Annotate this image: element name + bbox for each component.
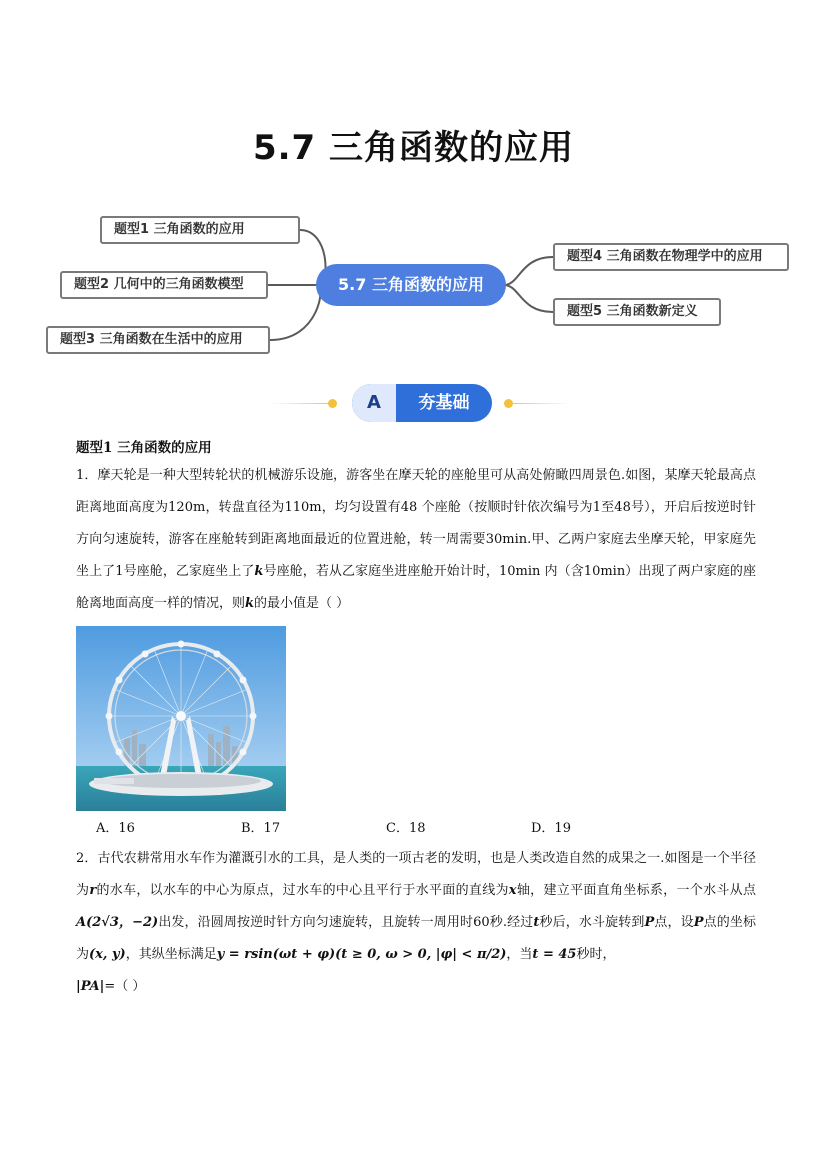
mind-map	[0, 200, 827, 370]
mindmap-node-type4: 题型4 三角函数在物理学中的应用	[553, 243, 789, 271]
option-d[interactable]: D．19	[531, 821, 571, 836]
mindmap-node-type2: 题型2 几何中的三角函数模型	[60, 271, 268, 299]
option-b[interactable]: B．17	[241, 821, 281, 836]
question-2: 2．古代农耕常用水车作为灌溉引水的工具，是人类的一项古老的发明，也是人类改造自然的成果之一.如图是一个半径为r的水车，以水车的中心为原点，过水车的中心且平行于水平面的直线为x轴，建立平面直角坐标系，一个水斗从点A(2√3，−2)出发，沿圆周按逆时针方向匀速旋转，且旋转一周用时60秒.经过t秒后，水斗旋转到P点，设P点的坐标为(x, y)，其纵坐标满足y = rsin(ωt + φ)(t ≥ 0, ω > 0, |φ| < π/2)，当t = 45秒时， |PA|=（ ）	[76, 851, 756, 994]
option-a[interactable]: A．16	[96, 821, 135, 836]
section-banner	[270, 384, 570, 424]
banner-dot-left	[328, 399, 337, 408]
banner-letter: A	[352, 384, 396, 422]
page-title: 5.7 三角函数的应用	[252, 128, 575, 168]
banner-text: 夯基础	[418, 393, 470, 413]
content	[76, 436, 756, 1003]
mindmap-node-type1: 题型1 三角函数的应用	[100, 216, 300, 244]
mindmap-center-node: 5.7 三角函数的应用	[316, 264, 506, 306]
question-1-options	[76, 819, 756, 839]
option-c[interactable]: C．18	[386, 821, 426, 836]
mindmap-node-type3: 题型3 三角函数在生活中的应用	[46, 326, 270, 354]
section-heading: 题型1 三角函数的应用	[76, 440, 212, 456]
ferris-wheel-image	[76, 626, 286, 811]
banner-pill	[352, 384, 492, 422]
mindmap-node-type5: 题型5 三角函数新定义	[553, 298, 721, 326]
question-1: 1．摩天轮是一种大型转轮状的机械游乐设施，游客坐在摩天轮的座舱里可从高处俯瞰四周景色.如图，某摩天轮最高点距离地面高度为120m，转盘直径为110m，均匀设置有48 个座舱（按顺时针依次编号为1至48号），开启后按逆时针方向匀速旋转，游客在座舱转到距离地面最近的位置进舱，转一周需要30min.甲、乙两户家庭去坐摩天轮，甲家庭先坐上了1号座舱，乙家庭坐上了k号座舱，若从乙家庭坐进座舱开始计时，10min 内（含10min）出现了两户家庭的座舱离地面高度一样的情况，则k的最小值是（ ）	[76, 468, 756, 611]
